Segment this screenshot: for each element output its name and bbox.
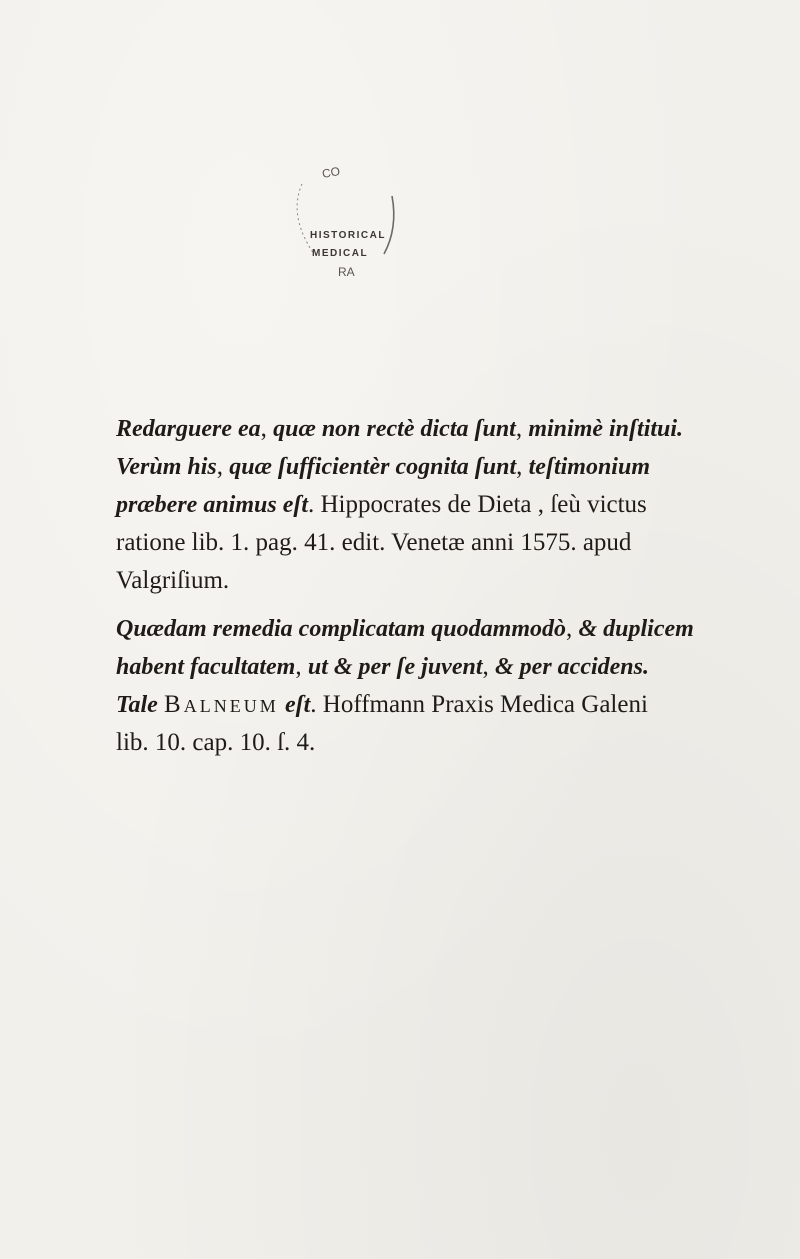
library-stamp (274, 136, 424, 276)
punctuation: , (566, 615, 573, 642)
stamp-top-text: CO (320, 164, 342, 181)
citation-line: Valgriſium. (116, 567, 230, 594)
punctuation: , (515, 415, 523, 442)
italic-phrase: eſt (284, 692, 311, 718)
italic-phrase: & per accidens. (495, 654, 649, 680)
italic-phrase: quæ non rectè dicta ſunt (273, 416, 516, 442)
italic-phrase: Tale (116, 692, 158, 718)
italic-phrase: minimè inſtitui. (528, 416, 684, 442)
citation-text: . Hippocrates de Dieta , ſeù victus (308, 491, 647, 518)
citation-line: lib. 10. cap. 10. ſ. 4. (116, 729, 316, 756)
stamp-line-2: MEDICAL (312, 248, 369, 259)
text-line (116, 610, 756, 648)
citation-line: ratione lib. 1. pag. 41. edit. Venetæ anni 1575. apud (116, 529, 632, 556)
text-line (116, 448, 756, 486)
paragraph-2 (116, 610, 756, 762)
stamp-bottom-text: RA (338, 265, 355, 276)
text-line (116, 686, 756, 724)
punctuation: , (295, 653, 302, 680)
italic-phrase: habent facultatem (116, 654, 296, 680)
punctuation: , (482, 653, 489, 680)
library-stamp-graphic (274, 136, 424, 276)
punctuation: , (516, 453, 523, 480)
italic-phrase: quæ ſufficientèr cognita ſunt (229, 454, 517, 480)
citation-text: . Hoffmann Praxis Medica Galeni (310, 691, 648, 718)
punctuation: , (260, 415, 267, 442)
text-line (116, 648, 756, 686)
paragraph-1 (116, 410, 756, 600)
italic-phrase: ut & per ſe juvent (307, 654, 483, 680)
italic-phrase: & duplicem (578, 616, 694, 642)
italic-phrase: Quædam remedia complicatam quodammodò (116, 616, 566, 642)
text-line (116, 410, 756, 448)
italic-phrase: Redarguere ea (116, 416, 261, 442)
italic-phrase: Verùm his (116, 454, 217, 480)
text-line (116, 486, 756, 524)
stamp-line-1: HISTORICAL (310, 230, 386, 241)
italic-phrase: teſtimonium (528, 454, 650, 480)
punctuation: , (216, 453, 223, 480)
italic-phrase: præbere animus eſt (116, 492, 308, 518)
small-caps-word: Balneum (164, 691, 279, 718)
